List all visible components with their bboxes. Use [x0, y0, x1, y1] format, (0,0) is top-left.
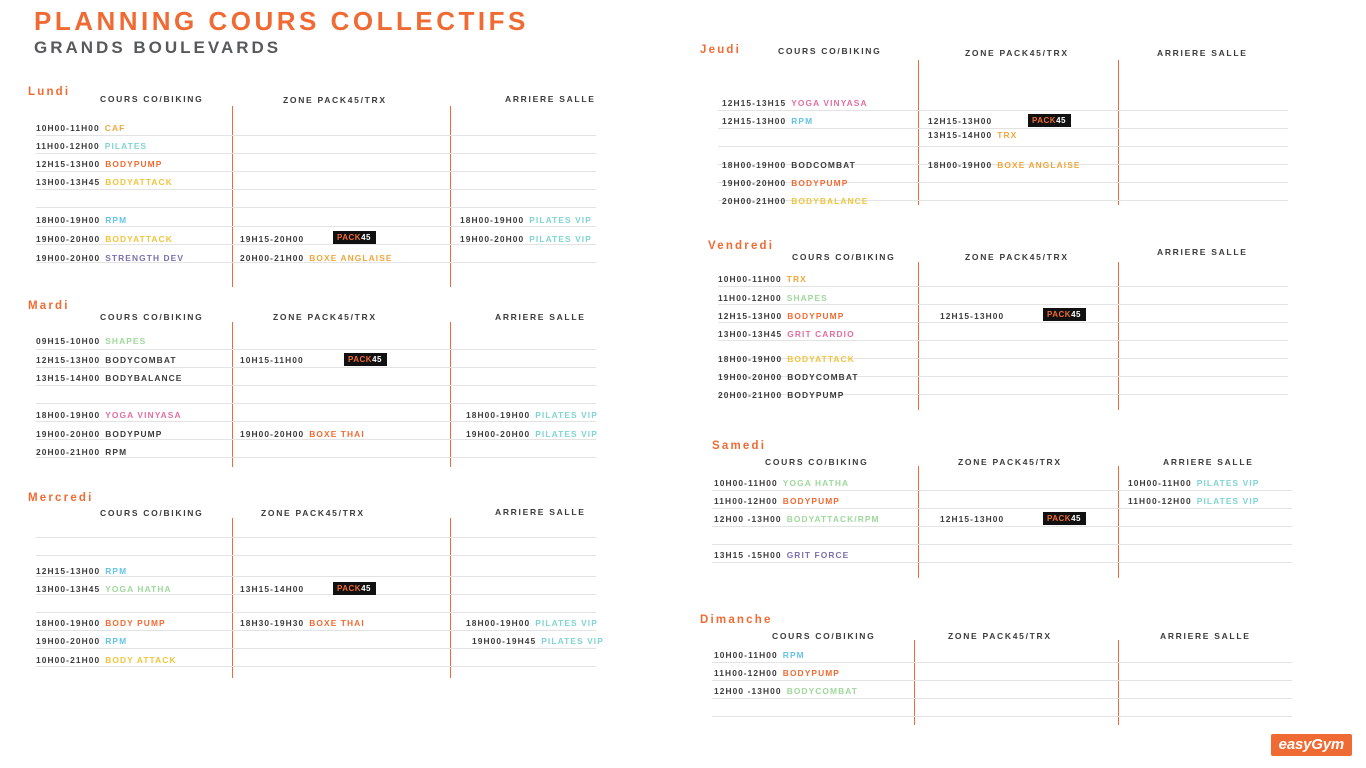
- class-label: BODY ATTACK: [105, 655, 177, 665]
- column-divider: [914, 640, 915, 725]
- class-time: 18H00-19H00: [718, 354, 783, 364]
- class-time: 18H00-19H00: [722, 160, 787, 170]
- class-time: 19H00-19H45: [472, 636, 537, 646]
- column-divider: [450, 518, 451, 678]
- class-entry[interactable]: [940, 514, 1004, 524]
- class-time: 12H15-13H00: [718, 311, 783, 321]
- class-entry[interactable]: [36, 215, 127, 225]
- column-divider: [450, 106, 451, 287]
- column-divider: [1118, 60, 1119, 205]
- class-time: 12H15-13H00: [36, 566, 101, 576]
- class-label: BODYCOMBAT: [787, 372, 859, 382]
- class-entry[interactable]: [36, 177, 173, 187]
- class-entry[interactable]: [718, 390, 844, 400]
- row-divider: [712, 526, 1292, 527]
- class-time: 19H00-20H00: [460, 234, 525, 244]
- column-header-arriere: ARRIERE SALLE: [1160, 631, 1251, 641]
- class-time: 13H15-14H00: [240, 584, 305, 594]
- pack45-number: 45: [372, 355, 382, 364]
- pack45-badge[interactable]: [1028, 114, 1071, 127]
- row-divider: [718, 322, 1288, 323]
- row-divider: [36, 207, 596, 208]
- class-entry[interactable]: [1128, 496, 1259, 506]
- class-time: 18H30-19H30: [240, 618, 305, 628]
- class-entry[interactable]: [36, 447, 127, 457]
- row-divider: [36, 189, 596, 190]
- class-label: BODYATTACK: [105, 234, 173, 244]
- day-block-jeudi: [700, 32, 1310, 212]
- class-entry[interactable]: [714, 478, 849, 488]
- pack45-number: 45: [1056, 116, 1066, 125]
- column-header-cours: COURS CO/BIKING: [792, 252, 896, 262]
- pack45-text: PACK: [337, 584, 362, 593]
- row-divider: [712, 490, 1292, 491]
- day-name-mardi: Mardi: [28, 300, 70, 312]
- class-label: TRX: [786, 274, 807, 284]
- class-label: STRENGTH DEV: [105, 253, 185, 263]
- row-divider: [36, 244, 596, 245]
- class-label: RPM: [105, 215, 128, 225]
- class-entry[interactable]: [714, 550, 849, 560]
- class-time: 10H00-11H00: [718, 274, 782, 284]
- class-entry[interactable]: [722, 196, 869, 206]
- row-divider: [36, 666, 596, 667]
- class-entry[interactable]: [36, 355, 177, 365]
- class-entry[interactable]: [36, 253, 184, 263]
- class-entry[interactable]: [718, 354, 855, 364]
- class-label: SHAPES: [105, 336, 147, 346]
- class-entry[interactable]: [240, 584, 304, 594]
- row-divider: [36, 439, 596, 440]
- class-time: 10H00-21H00: [36, 655, 101, 665]
- pack45-badge[interactable]: [1043, 308, 1086, 321]
- class-time: 10H00-11H00: [714, 478, 778, 488]
- class-entry[interactable]: [928, 130, 1017, 140]
- column-header-arriere: ARRIERE SALLE: [495, 507, 586, 517]
- class-label: PILATES: [104, 141, 148, 151]
- class-label: BODYATTACK: [787, 354, 855, 364]
- class-entry[interactable]: [940, 311, 1004, 321]
- class-time: 19H00-20H00: [36, 253, 101, 263]
- class-entry[interactable]: [928, 160, 1081, 170]
- day-name-vendredi: Vendredi: [708, 240, 775, 252]
- class-time: 19H00-20H00: [36, 429, 101, 439]
- pack45-badge[interactable]: [333, 231, 376, 244]
- row-divider: [36, 537, 596, 538]
- column-header-cours: COURS CO/BIKING: [772, 631, 876, 641]
- pack45-text: PACK: [1047, 514, 1072, 523]
- column-header-pack45: ZONE PACK45/TRX: [273, 312, 377, 322]
- row-divider: [718, 286, 1288, 287]
- row-divider: [36, 403, 596, 404]
- brand-logo: easyGym: [1271, 734, 1352, 756]
- class-label: BODCOMBAT: [791, 160, 856, 170]
- column-divider: [232, 322, 233, 467]
- class-time: 19H15-20H00: [240, 234, 305, 244]
- class-time: 12H15-13H00: [722, 116, 787, 126]
- row-divider: [712, 544, 1292, 545]
- column-divider: [232, 518, 233, 678]
- class-entry[interactable]: [36, 159, 162, 169]
- class-time: 19H00-20H00: [722, 178, 787, 188]
- class-label: RPM: [791, 116, 814, 126]
- class-label: BODYPUMP: [782, 668, 840, 678]
- class-entry[interactable]: [36, 584, 172, 594]
- class-label: PILATES VIP: [1196, 478, 1260, 488]
- class-time: 20H00-21H00: [240, 253, 305, 263]
- pack45-number: 45: [1071, 310, 1081, 319]
- class-entry[interactable]: [36, 655, 177, 665]
- day-name-lundi: Lundi: [28, 86, 71, 98]
- class-time: 12H15-13H00: [928, 116, 993, 126]
- class-time: 12H00 -13H00: [714, 514, 782, 524]
- column-divider: [450, 322, 451, 467]
- class-label: PILATES VIP: [535, 410, 598, 420]
- row-divider: [36, 385, 596, 386]
- column-divider: [1118, 262, 1119, 410]
- pack45-number: 45: [361, 584, 371, 593]
- day-block-samedi: [700, 438, 1310, 583]
- class-time: 19H00-20H00: [36, 636, 101, 646]
- class-label: RPM: [105, 566, 128, 576]
- row-divider: [712, 662, 1292, 663]
- class-label: BODY PUMP: [105, 618, 166, 628]
- class-time: 13H00-13H45: [718, 329, 783, 339]
- row-divider: [36, 576, 596, 577]
- class-label: BODYPUMP: [105, 159, 163, 169]
- class-time: 20H00-21H00: [722, 196, 787, 206]
- column-divider: [918, 60, 919, 205]
- class-label: BODYPUMP: [787, 311, 845, 321]
- class-label: PILATES VIP: [1196, 496, 1260, 506]
- class-time: 10H00-11H00: [714, 650, 778, 660]
- pack45-text: PACK: [1047, 310, 1072, 319]
- class-entry[interactable]: [714, 514, 880, 524]
- row-divider: [712, 508, 1292, 509]
- class-label: BODYATTACK: [105, 177, 173, 187]
- class-label: BODYATTACK/RPM: [786, 514, 880, 524]
- class-entry[interactable]: [722, 178, 848, 188]
- class-entry[interactable]: [36, 429, 162, 439]
- class-time: 13H15-14H00: [928, 130, 993, 140]
- row-divider: [712, 680, 1292, 681]
- class-label: PILATES VIP: [529, 215, 592, 225]
- pack45-text: PACK: [337, 233, 362, 242]
- class-time: 11H00-12H00: [36, 141, 100, 151]
- class-time: 19H00-20H00: [36, 234, 101, 244]
- class-time: 20H00-21H00: [36, 447, 101, 457]
- class-label: GRIT CARDIO: [787, 329, 855, 339]
- column-header-arriere: ARRIERE SALLE: [1157, 48, 1248, 58]
- class-entry[interactable]: [240, 253, 393, 263]
- pack45-badge[interactable]: [344, 353, 387, 366]
- class-entry[interactable]: [718, 329, 855, 339]
- row-divider: [718, 128, 1288, 129]
- row-divider: [718, 110, 1288, 111]
- class-entry[interactable]: [718, 372, 859, 382]
- class-time: 12H15-13H00: [940, 311, 1005, 321]
- column-divider: [232, 106, 233, 287]
- class-label: PILATES VIP: [535, 429, 598, 439]
- column-header-arriere: ARRIERE SALLE: [505, 94, 596, 104]
- class-label: GRIT FORCE: [786, 550, 850, 560]
- class-time: 18H00-19H00: [36, 618, 101, 628]
- class-time: 19H00-20H00: [466, 429, 531, 439]
- class-entry[interactable]: [718, 311, 844, 321]
- column-divider: [1118, 640, 1119, 725]
- column-header-cours: COURS CO/BIKING: [100, 508, 204, 518]
- column-header-pack45: ZONE PACK45/TRX: [965, 252, 1069, 262]
- class-label: BODYPUMP: [105, 429, 163, 439]
- class-time: 09H15-10H00: [36, 336, 101, 346]
- row-divider: [718, 146, 1288, 147]
- class-entry[interactable]: [36, 636, 127, 646]
- class-label: BOXE ANGLAISE: [309, 253, 393, 263]
- class-time: 19H00-20H00: [240, 429, 305, 439]
- row-divider: [36, 555, 596, 556]
- class-time: 18H00-19H00: [466, 618, 531, 628]
- column-header-pack45: ZONE PACK45/TRX: [261, 508, 365, 518]
- class-label: RPM: [105, 447, 128, 457]
- row-divider: [36, 349, 596, 350]
- class-label: RPM: [105, 636, 128, 646]
- class-time: 12H15-13H00: [36, 159, 101, 169]
- class-time: 10H15-11H00: [240, 355, 304, 365]
- class-entry[interactable]: [466, 429, 598, 439]
- page-subtitle: GRANDS BOULEVARDS: [34, 38, 282, 57]
- class-entry[interactable]: [36, 566, 127, 576]
- class-time: 12H15-13H00: [940, 514, 1005, 524]
- class-time: 19H00-20H00: [718, 372, 783, 382]
- pack45-text: PACK: [1032, 116, 1057, 125]
- day-name-mercredi: Mercredi: [28, 492, 94, 504]
- class-entry[interactable]: [36, 234, 173, 244]
- column-header-pack45: ZONE PACK45/TRX: [283, 95, 387, 105]
- pack45-text: PACK: [348, 355, 373, 364]
- class-time: 13H15 -15H00: [714, 550, 782, 560]
- class-time: 13H15-14H00: [36, 373, 101, 383]
- class-label: YOGA VINYASA: [791, 98, 868, 108]
- row-divider: [36, 367, 596, 368]
- class-label: YOGA HATHA: [782, 478, 850, 488]
- row-divider: [36, 457, 596, 458]
- class-time: 11H00-12H00: [1128, 496, 1192, 506]
- class-entry[interactable]: [714, 668, 840, 678]
- class-label: BODYCOMBAT: [786, 686, 859, 696]
- class-entry[interactable]: [928, 116, 992, 126]
- class-label: RPM: [782, 650, 805, 660]
- class-entry[interactable]: [36, 123, 125, 133]
- class-time: 10H00-11H00: [1128, 478, 1192, 488]
- class-entry[interactable]: [36, 373, 183, 383]
- day-block-dimanche: [700, 610, 1310, 720]
- class-entry[interactable]: [36, 618, 166, 628]
- class-entry[interactable]: [240, 234, 304, 244]
- class-entry[interactable]: [472, 636, 604, 646]
- column-header-cours: COURS CO/BIKING: [778, 46, 882, 56]
- class-entry[interactable]: [240, 355, 304, 365]
- class-time: 13H00-13H45: [36, 584, 101, 594]
- class-time: 12H15-13H15: [722, 98, 787, 108]
- row-divider: [718, 340, 1288, 341]
- class-label: BOXE ANGLAISE: [997, 160, 1081, 170]
- class-entry[interactable]: [718, 274, 807, 284]
- class-time: 18H00-19H00: [460, 215, 525, 225]
- column-header-pack45: ZONE PACK45/TRX: [958, 457, 1062, 467]
- column-header-arriere: ARRIERE SALLE: [495, 312, 586, 322]
- class-time: 12H15-13H00: [36, 355, 101, 365]
- page-title: PLANNING COURS COLLECTIFS: [34, 6, 529, 36]
- class-entry[interactable]: [466, 410, 598, 420]
- class-time: 18H00-19H00: [36, 215, 101, 225]
- class-entry[interactable]: [718, 293, 828, 303]
- row-divider: [36, 594, 596, 595]
- class-label: SHAPES: [786, 293, 828, 303]
- row-divider: [712, 698, 1292, 699]
- class-label: YOGA HATHA: [105, 584, 172, 594]
- class-time: 10H00-11H00: [36, 123, 100, 133]
- row-divider: [36, 171, 596, 172]
- class-label: TRX: [997, 130, 1018, 140]
- class-entry[interactable]: [466, 618, 598, 628]
- class-time: 20H00-21H00: [718, 390, 783, 400]
- day-block-mardi: [28, 298, 638, 478]
- row-divider: [712, 562, 1292, 563]
- pack45-number: 45: [1071, 514, 1081, 523]
- class-entry[interactable]: [240, 429, 365, 439]
- day-name-samedi: Samedi: [712, 440, 767, 452]
- day-name-jeudi: Jeudi: [700, 44, 742, 56]
- class-entry[interactable]: [36, 141, 147, 151]
- class-entry[interactable]: [714, 686, 858, 696]
- column-header-pack45: ZONE PACK45/TRX: [965, 48, 1069, 58]
- class-label: BOXE THAI: [309, 429, 365, 439]
- row-divider: [36, 421, 596, 422]
- class-label: BODYPUMP: [782, 496, 840, 506]
- row-divider: [36, 135, 596, 136]
- class-time: 11H00-12H00: [714, 668, 778, 678]
- class-time: 11H00-12H00: [718, 293, 782, 303]
- class-entry[interactable]: [36, 336, 146, 346]
- class-time: 12H00 -13H00: [714, 686, 782, 696]
- class-label: BODYCOMBAT: [105, 355, 177, 365]
- class-label: BOXE THAI: [309, 618, 365, 628]
- class-time: 18H00-19H00: [928, 160, 993, 170]
- day-name-dimanche: Dimanche: [700, 614, 773, 626]
- class-label: PILATES VIP: [529, 234, 592, 244]
- day-block-lundi: [28, 82, 638, 287]
- column-divider: [918, 262, 919, 410]
- class-label: CAF: [104, 123, 126, 133]
- row-divider: [36, 630, 596, 631]
- column-header-cours: COURS CO/BIKING: [765, 457, 869, 467]
- row-divider: [36, 612, 596, 613]
- day-block-mercredi: [28, 490, 638, 685]
- class-label: BODYBALANCE: [791, 196, 869, 206]
- column-header-cours: COURS CO/BIKING: [100, 312, 204, 322]
- class-time: 18H00-19H00: [36, 410, 101, 420]
- class-entry[interactable]: [1128, 478, 1259, 488]
- class-label: BODYPUMP: [787, 390, 845, 400]
- class-entry[interactable]: [240, 618, 365, 628]
- day-block-vendredi: [700, 238, 1310, 413]
- class-label: PILATES VIP: [541, 636, 604, 646]
- class-label: PILATES VIP: [535, 618, 598, 628]
- column-header-pack45: ZONE PACK45/TRX: [948, 631, 1052, 641]
- class-entry[interactable]: [36, 410, 182, 420]
- row-divider: [36, 648, 596, 649]
- class-entry[interactable]: [460, 215, 592, 225]
- class-label: BODYBALANCE: [105, 373, 183, 383]
- pack45-number: 45: [361, 233, 371, 242]
- class-time: 11H00-12H00: [714, 496, 778, 506]
- class-entry[interactable]: [722, 116, 813, 126]
- column-header-arriere: ARRIERE SALLE: [1157, 247, 1248, 257]
- class-time: 13H00-13H45: [36, 177, 101, 187]
- class-entry[interactable]: [714, 496, 840, 506]
- pack45-badge[interactable]: [333, 582, 376, 595]
- row-divider: [712, 716, 1292, 717]
- pack45-badge[interactable]: [1043, 512, 1086, 525]
- row-divider: [36, 153, 596, 154]
- class-label: YOGA VINYASA: [105, 410, 182, 420]
- class-entry[interactable]: [722, 160, 856, 170]
- class-label: BODYPUMP: [791, 178, 849, 188]
- class-time: 18H00-19H00: [466, 410, 531, 420]
- class-entry[interactable]: [714, 650, 805, 660]
- row-divider: [36, 226, 596, 227]
- class-entry[interactable]: [722, 98, 868, 108]
- row-divider: [718, 304, 1288, 305]
- column-header-cours: COURS CO/BIKING: [100, 94, 204, 104]
- class-entry[interactable]: [460, 234, 592, 244]
- column-header-arriere: ARRIERE SALLE: [1163, 457, 1254, 467]
